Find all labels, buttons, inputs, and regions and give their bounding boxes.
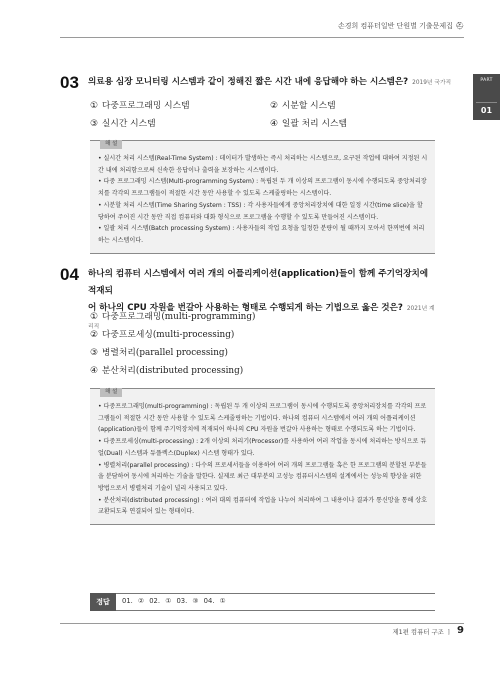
- explanation-item: • 다중프로세싱(multi-processing) : 2개 이상의 처리기(Processor)를 사용하여 여러 작업을 동시에 처리하는 방식으로 듀얼(Dual) 시스템과 듀플렉스(Duplex) 시스템 형태가 있다.: [98, 438, 427, 457]
- part-label: PART: [480, 78, 493, 83]
- part-tab: [473, 74, 500, 120]
- question-source: 2021년 계리직: [88, 306, 435, 330]
- option-4: ④ 분산처리(distributed processing): [90, 366, 244, 376]
- option-3: ③ 병렬처리(parallel processing): [90, 348, 228, 358]
- answer-label: 정답: [90, 593, 116, 611]
- explanation-label: 해 설: [100, 388, 122, 397]
- part-number: 01: [480, 106, 493, 115]
- option-2: ② 다중프로세싱(multi-processing): [90, 330, 235, 340]
- option-2: ② 시분할 시스템: [270, 101, 336, 111]
- question-source: 2019년 국가직: [412, 80, 452, 86]
- explanation-label: 해 설: [100, 140, 122, 149]
- explanation-item: • 시분할 처리 시스템(Time Sharing System : TSS) : 각 사용자들에게 중앙처리장치에 대한 일정 시간(time slice)을 할당하여 주어진 시간 동안 직접 컴퓨터와 대화 형식으로 프로그램을 수행할 수 있도록 만들어진 시스템이다.: [98, 201, 423, 221]
- explanation-item: • 다중프로그래밍(multi-programming) : 독립된 두 개 이상의 프로그램이 동시에 수행되도록 중앙처리장치를 각각의 프로그램들이 적절한 시간 동안 사용할 수 있도록 스케줄링하는 기법이다. 하나의 컴퓨터 시스템에서 여러 개의 어플리케이션(application)들이 함께 주기억장치에 적재되어 하나의 CPU 자원을 번갈아 사용하는 형태로 수행되도록 하는 기법이다.: [98, 403, 427, 434]
- footer-divider: [60, 623, 464, 624]
- question-number: 04: [60, 265, 79, 284]
- explanation-item: • 다중 프로그래밍 시스템(Multi-programming System) : 독립된 두 개 이상의 프로그램이 동시에 수행되도록 중앙처리장치를 각각의 프로그램들이 적절한 시간 동안 사용할 수 있도록 스케줄링하는 시스템이다.: [98, 178, 427, 198]
- header-divider: [60, 37, 464, 38]
- part-tab-divider: [476, 102, 497, 103]
- explanation-item: • 실시간 처리 시스템(Real-Time System) : 데이터가 발생하는 즉시 처리하는 시스템으로, 요구된 작업에 대하여 지정된 시간 내에 처리함으로써 신속한 응답이나 출력을 보장하는 시스템이다.: [98, 155, 428, 174]
- page-number: 9: [457, 625, 464, 636]
- answer-key: 01. ② 02. ① 03. ③ 04. ①: [122, 597, 226, 605]
- question-stem-line1: 하나의 컴퓨터 시스템에서 여러 개의 어플리케이션(application)들이 함께 주기억장치에 적재되: [88, 269, 429, 296]
- running-header: 손경희 컴퓨터일반 단원별 기출문제집 ⛑: [338, 22, 464, 30]
- question-stem: 의료용 심장 모니터링 시스템과 같이 정해진 짧은 시간 내에 응답해야 하는 시스템은?: [88, 77, 409, 87]
- explanation-item: • 일괄 처리 시스템(Batch processing System) : 사용자들의 작업 요청을 일정한 분량이 될 때까지 모아서 한꺼번에 처리하는 시스템이다.: [98, 225, 425, 244]
- option-4: ④ 일괄 처리 시스템: [270, 119, 347, 129]
- question-number: 03: [60, 73, 79, 92]
- explanation-box: [90, 388, 435, 525]
- option-1: ① 다중프로그래밍(multi-programming): [90, 312, 256, 322]
- explanation-item: • 병렬처리(parallel processing) : 다수의 프로세서들을 이용하여 여러 개의 프로그램들 혹은 한 프로그램의 분할된 부분들을 분담하여 동시에 처리하는 기술을 말한다. 실제로 최근 대부분의 고성능 컴퓨터시스템의 설계에서는 성능의 향상을 위한 방법으로서 병렬처리 기술이 널리 사용되고 있다.: [98, 461, 427, 492]
- answer-bar: [90, 593, 435, 611]
- explanation-box: [90, 140, 435, 254]
- option-3: ③ 실시간 시스템: [90, 119, 156, 129]
- explanation-item: • 분산처리(distributed processing) : 여러 대의 컴퓨터에 작업을 나누어 처리하여 그 내용이나 결과가 통신망을 통해 상호교환되도록 연결되어 있는 형태이다.: [98, 496, 428, 516]
- question-text: [88, 74, 451, 92]
- footer-section: 제1편 컴퓨터 구조 ㅣ: [392, 628, 452, 636]
- question-stem-line2: 어 하나의 CPU 자원을 번갈아 사용하는 형태로 수행되게 하는 기법으로 옳은 것은?: [88, 303, 403, 313]
- question-text: [88, 266, 438, 336]
- option-1: ① 다중프로그래밍 시스템: [90, 101, 190, 111]
